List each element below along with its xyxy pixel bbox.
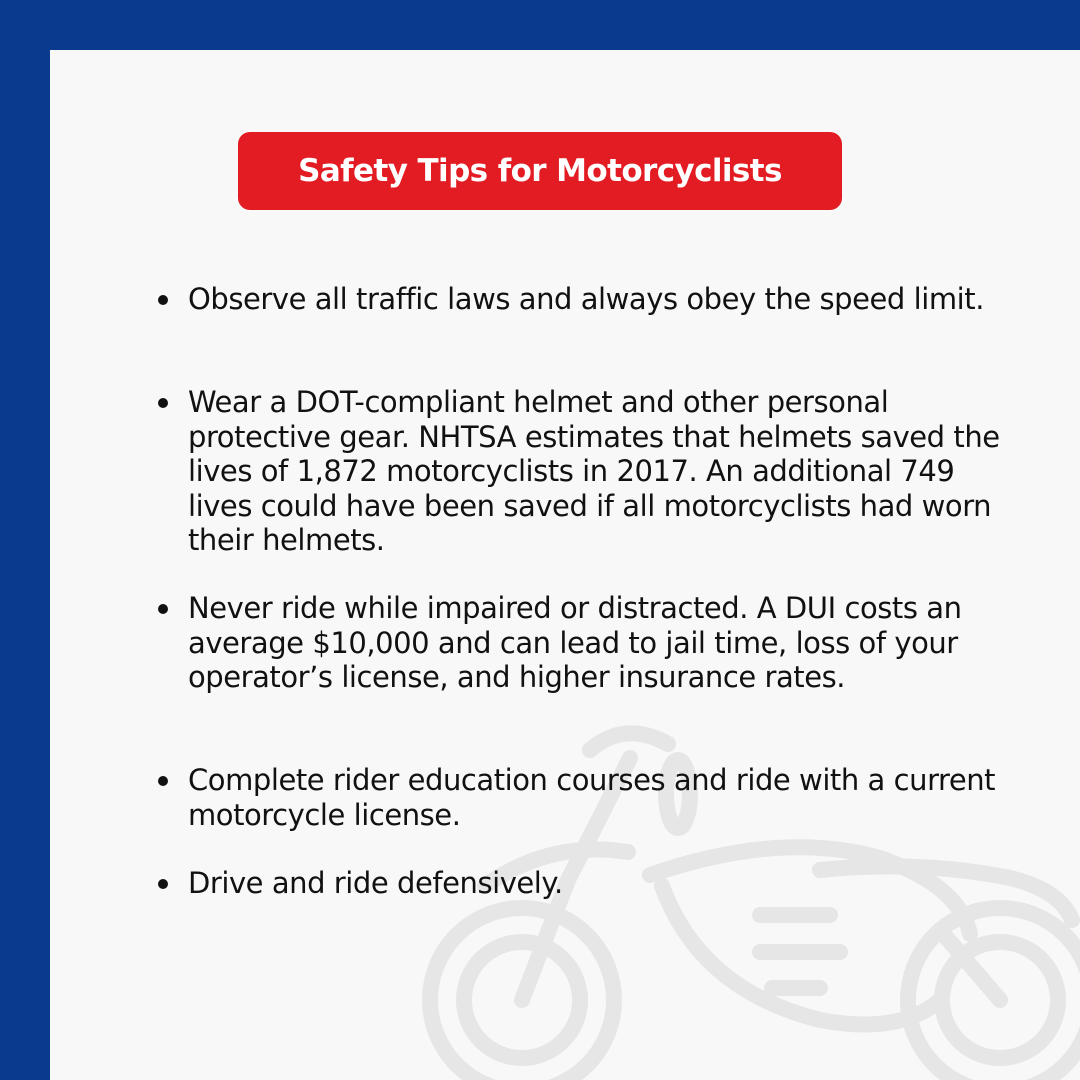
bullet-icon (158, 604, 168, 614)
bullet-icon (158, 295, 168, 305)
title-badge (238, 132, 842, 210)
tip-item-rider-education (188, 763, 1008, 832)
tip-item-traffic-laws (188, 282, 1008, 317)
tip-item-helmet (188, 385, 1008, 558)
bullet-icon (158, 398, 168, 408)
content-panel (50, 50, 1080, 1080)
tip-item-impaired (188, 591, 1008, 695)
tip-item-defensive (188, 866, 1008, 901)
tip-text: Never ride while impaired or distracted. A DUI costs an average $10,000 and can lead to jail time, loss of your operator’s license, and higher insurance rates. (188, 591, 962, 694)
bullet-icon (158, 879, 168, 889)
tip-text: Observe all traffic laws and always obey the speed limit. (188, 282, 984, 316)
tip-text: Complete rider education courses and ride with a current motorcycle license. (188, 763, 996, 832)
bullet-icon (158, 776, 168, 786)
page-title: Safety Tips for Motorcyclists (298, 153, 782, 189)
tip-text: Drive and ride defensively. (188, 866, 563, 900)
tip-text: Wear a DOT-compliant helmet and other personal protective gear. NHTSA estimates that helmets saved the lives of 1,872 motorcyclists in 2017. An additional 749 lives could have been saved if all motorcyclists had worn their helmets. (188, 385, 1000, 557)
